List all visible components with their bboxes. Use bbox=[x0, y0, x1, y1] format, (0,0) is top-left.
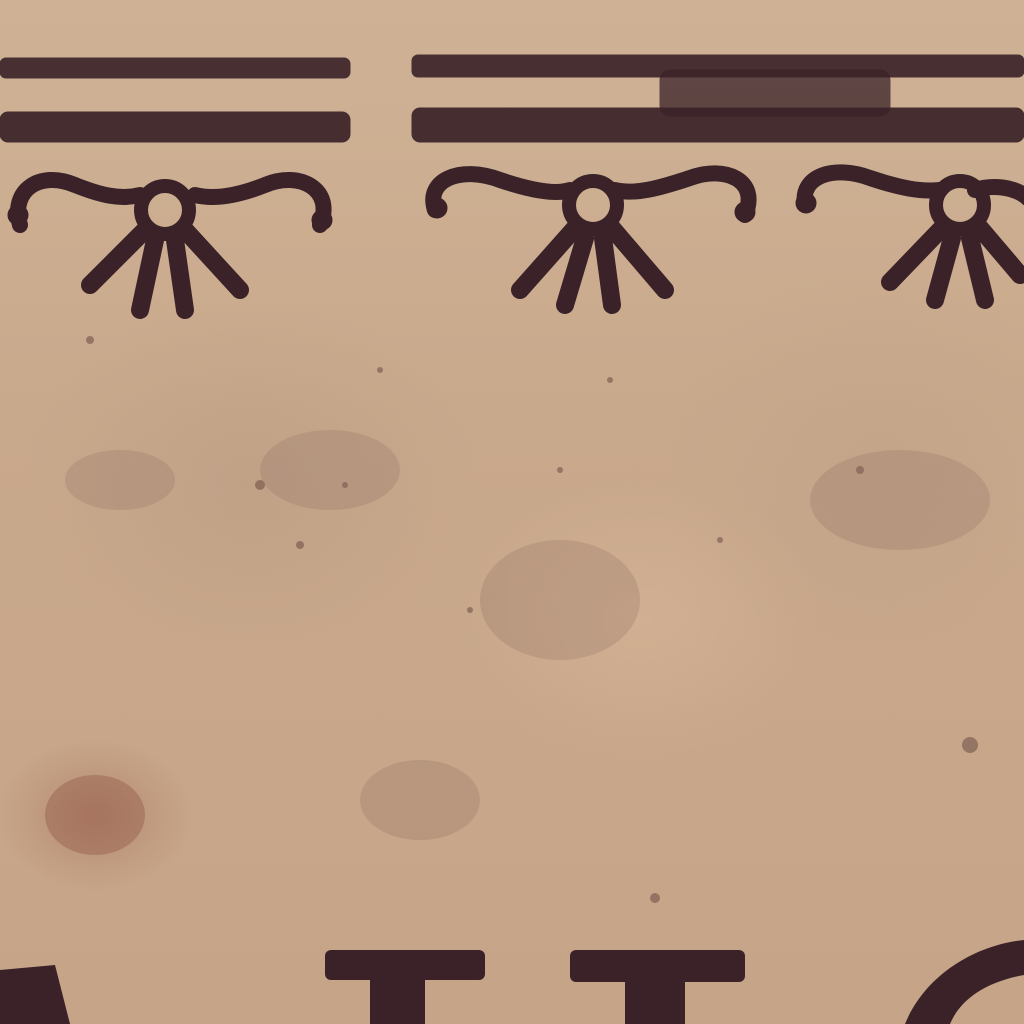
ornament-motif-1 bbox=[8, 180, 332, 310]
letter-fragment-2-stem bbox=[370, 975, 425, 1024]
letter-fragment-3-bar bbox=[570, 950, 745, 982]
letter-fragment-4 bbox=[905, 940, 1024, 1024]
rule-ink-blot bbox=[660, 70, 890, 116]
rule-lower-left bbox=[0, 112, 350, 142]
ornament-motif-3 bbox=[796, 172, 1024, 300]
letter-fragment-1 bbox=[0, 965, 70, 1024]
brown-stain bbox=[45, 775, 145, 855]
ornament-motif-2 bbox=[427, 173, 755, 305]
decorative-border-ornament bbox=[0, 0, 1024, 340]
rule-upper-left bbox=[0, 58, 350, 78]
cut-off-heading-letters bbox=[0, 920, 1024, 1024]
letter-fragment-3-stem bbox=[625, 978, 685, 1024]
